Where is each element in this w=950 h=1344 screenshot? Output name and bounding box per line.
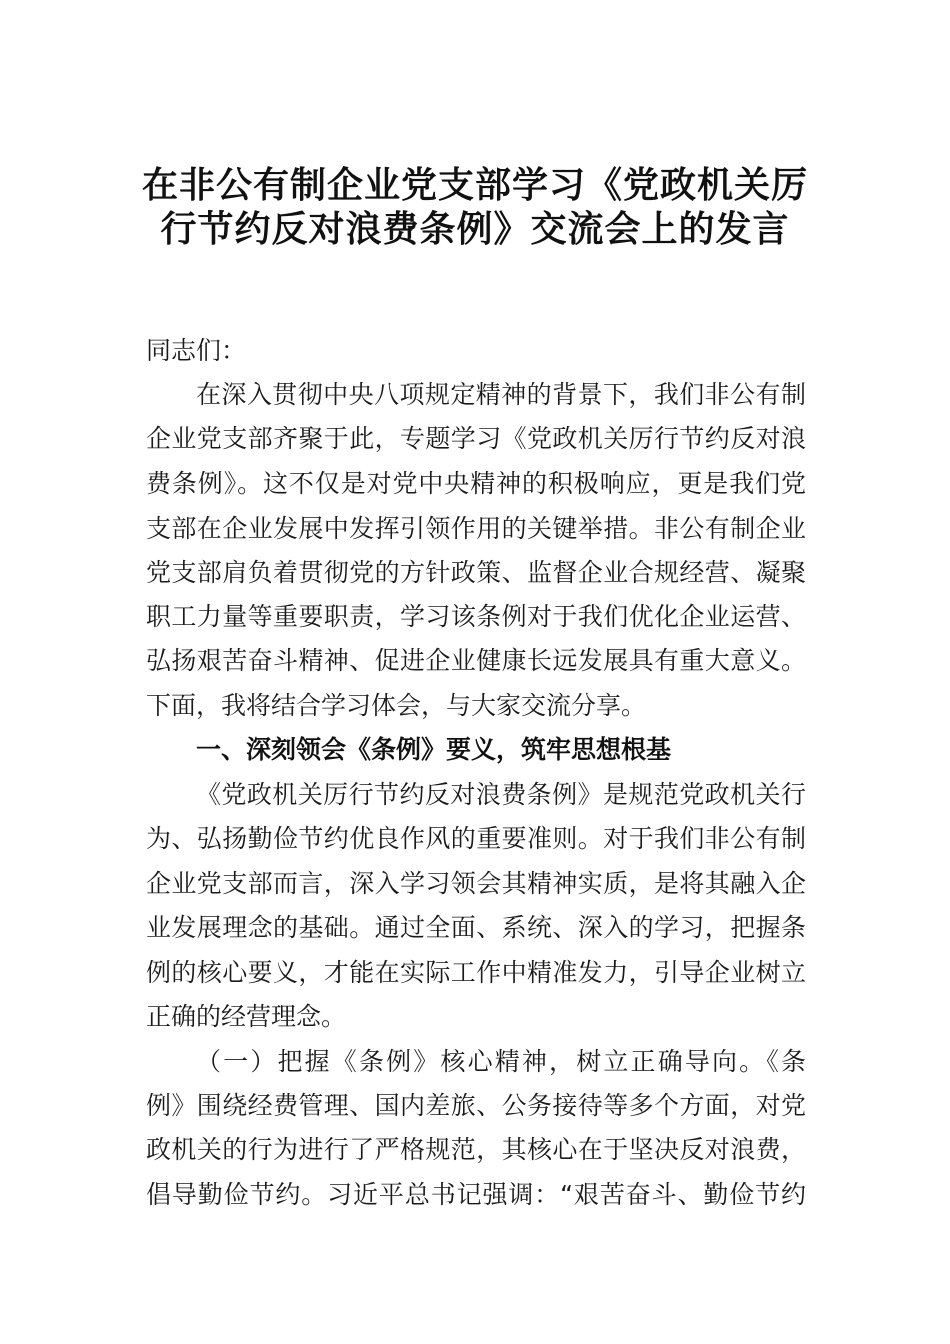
paragraph-3-line-2: 例》围绕经费管理、国内差旅、公务接待等多个方面，对党 [146, 1091, 806, 1120]
paragraph-2-line-5: 例的核心要义，才能在实际工作中精准发力，引导企业树立 [146, 958, 806, 987]
paragraph-2-line-2: 为、弘扬勤俭节约优良作风的重要准则。对于我们非公有制 [146, 824, 806, 853]
paragraph-3-line-1: （一）把握《条例》核心精神，树立正确导向。《条 [196, 1047, 806, 1076]
paragraph-1-line-3: 费条例》。这不仅是对党中央精神的积极响应，更是我们党 [146, 469, 806, 498]
section-1-heading: 一、深刻领会《条例》要义，筑牢思想根基 [196, 735, 672, 764]
paragraph-2-line-6: 正确的经营理念。 [146, 1002, 347, 1031]
paragraph-2-line-3: 企业党支部而言，深入学习领会其精神实质，是将其融入企 [146, 869, 806, 898]
paragraph-1-line-1: 在深入贯彻中央八项规定精神的背景下，我们非公有制 [196, 380, 806, 409]
paragraph-3-line-3: 政机关的行为进行了严格规范，其核心在于坚决反对浪费， [146, 1135, 806, 1164]
paragraph-2-line-4: 业发展理念的基础。通过全面、系统、深入的学习，把握条 [146, 913, 806, 942]
paragraph-1-line-5: 党支部肩负着贯彻党的方针政策、监督企业合规经营、凝聚 [146, 558, 806, 587]
document-title-line-2: 行节约反对浪费条例》交流会上的发言 [160, 208, 790, 250]
paragraph-1-line-8: 下面，我将结合学习体会，与大家交流分享。 [146, 691, 647, 720]
paragraph-2-line-1: 《党政机关厉行节约反对浪费条例》是规范党政机关行 [196, 780, 806, 809]
document-title-line-1: 在非公有制企业党支部学习《党政机关厉 [141, 164, 808, 206]
salutation: 同志们： [146, 336, 247, 365]
paragraph-1-line-2: 企业党支部齐聚于此，专题学习《党政机关厉行节约反对浪 [146, 424, 806, 453]
paragraph-1-line-7: 弘扬艰苦奋斗精神、促进企业健康长远发展具有重大意义。 [146, 646, 806, 675]
paragraph-3-line-4: 倡导勤俭节约。习近平总书记强调：“艰苦奋斗、勤俭节约 [146, 1180, 806, 1209]
paragraph-1-line-4: 支部在企业发展中发挥引领作用的关键举措。非公有制企业 [146, 514, 806, 543]
paragraph-1-line-6: 职工力量等重要职责，学习该条例对于我们优化企业运营、 [146, 602, 806, 631]
